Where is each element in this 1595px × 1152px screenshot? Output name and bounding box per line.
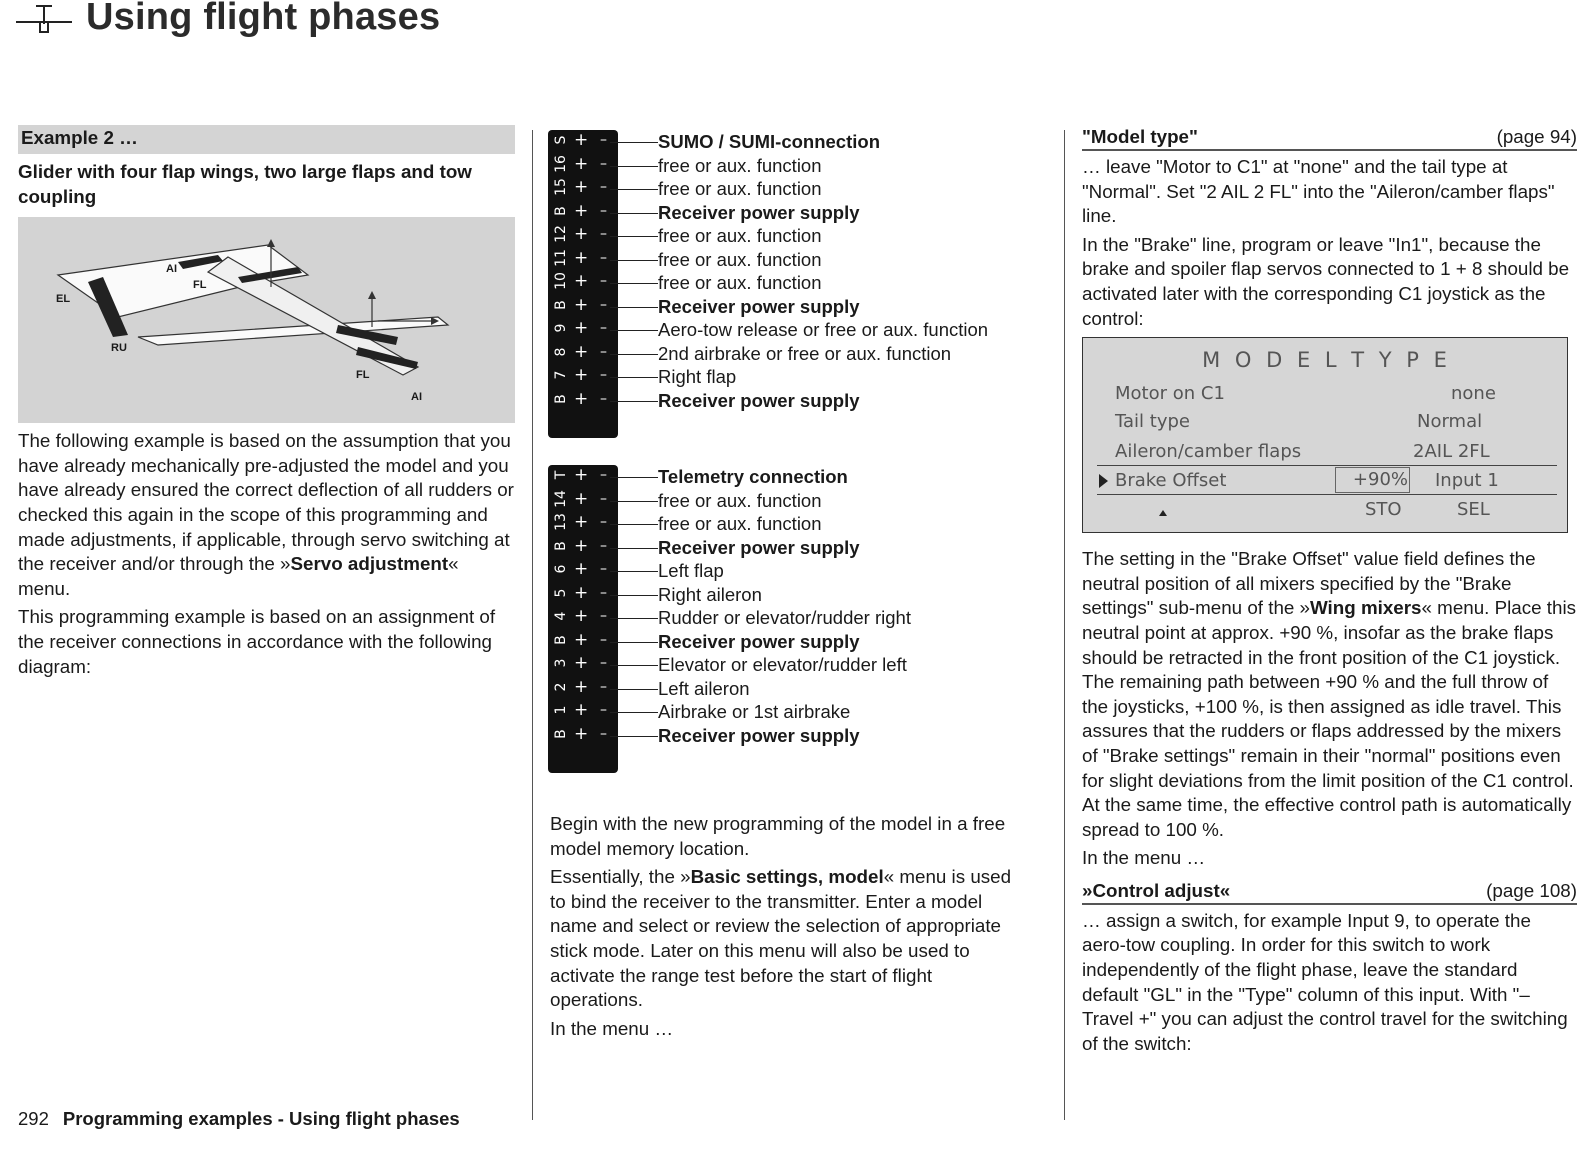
- pin-minus: –: [600, 390, 607, 407]
- lcd-row-aileron: Aileron/camber flaps: [1115, 441, 1302, 463]
- connector-label: free or aux. function: [658, 248, 822, 270]
- connector-label: free or aux. function: [658, 272, 822, 293]
- connector-pin: [548, 678, 618, 700]
- pin-minus: –: [600, 202, 607, 219]
- right-column: [1082, 125, 1577, 1060]
- pin-plus: +: [574, 512, 589, 532]
- leader-line: [610, 283, 658, 284]
- connector-pin: [548, 390, 618, 412]
- paragraph: In the menu …: [550, 1017, 674, 1039]
- leader-line: [610, 260, 658, 261]
- leader-line: [610, 307, 658, 308]
- pin-number: B: [553, 393, 569, 404]
- pin-minus: –: [600, 608, 607, 624]
- pin-plus: +: [574, 130, 589, 150]
- pin-number: 11: [553, 248, 569, 267]
- pin-minus: –: [600, 249, 607, 266]
- connector-pin: [548, 202, 618, 224]
- paragraph: Begin with the new programming of the model in a free model memory location.: [550, 813, 1006, 859]
- figure-label-ai: AI: [166, 263, 177, 276]
- pin-plus: +: [574, 200, 589, 221]
- connector-label: Receiver power supply: [658, 295, 860, 317]
- connector-pin: [548, 466, 618, 488]
- connector-label: free or aux. function: [658, 489, 822, 511]
- connector-pin: [548, 560, 618, 582]
- paragraph: This programming example is based on an assignment of the receiver connections in accordance with the following diagram:: [18, 606, 496, 677]
- pin-minus: –: [600, 467, 607, 483]
- leader-line: [610, 477, 658, 478]
- pin-minus: –: [600, 678, 607, 695]
- connector-label: free or aux. function: [658, 154, 822, 176]
- connector-label: Receiver power supply: [658, 536, 860, 558]
- pin-plus: +: [574, 318, 589, 338]
- pin-plus: +: [574, 465, 589, 485]
- pin-plus: +: [574, 177, 589, 197]
- pin-plus: +: [574, 653, 589, 673]
- leader-line: [610, 401, 658, 402]
- leader-line: [610, 665, 658, 666]
- pin-plus: +: [574, 294, 589, 315]
- leader-line: [610, 354, 658, 355]
- connector-pin: [548, 296, 618, 318]
- column-divider: [532, 130, 533, 1120]
- connector-label: Receiver power supply: [658, 724, 860, 746]
- connector-pin: [548, 513, 618, 535]
- row-pointer-icon: [1099, 474, 1108, 488]
- lcd-row-tail-type: Tail type: [1115, 411, 1190, 433]
- lcd-value-motor: none: [1451, 383, 1496, 405]
- pin-minus: –: [600, 561, 607, 577]
- leader-line: [610, 236, 658, 237]
- lcd-value-brake-input[interactable]: Input 1: [1435, 470, 1499, 492]
- figure-label-fl: FL: [193, 279, 207, 292]
- connector-pin: [548, 249, 618, 271]
- glider-illustration: [18, 217, 515, 423]
- pin-minus: –: [600, 537, 607, 554]
- paragraph: The following example is based on the assumption that you have already mechanically pre-adjusted the model and you have already ensured the correct deflection of all rudders or checked this again in the scope of this programming and made adjustments, if applicable, through servo switching at the receiver and/or through the »Servo adjustment« menu.: [18, 430, 514, 599]
- pin-plus: +: [574, 559, 589, 579]
- pin-number: 10: [553, 272, 569, 290]
- column-divider: [1064, 130, 1065, 1120]
- paragraph: … leave "Motor to C1" at "none" and the tail type at "Normal". Set "2 AIL 2 FL" into the "Aileron/camber flaps" line.: [1082, 156, 1555, 227]
- leader-line: [610, 736, 658, 737]
- connector-label: free or aux. function: [658, 225, 822, 246]
- pin-plus: +: [574, 153, 589, 174]
- pin-minus: –: [600, 155, 607, 172]
- connector-label: Aero-tow release or free or aux. function: [658, 319, 989, 340]
- connector-label: free or aux. function: [658, 178, 822, 199]
- pin-minus: –: [600, 725, 607, 742]
- connector-label: Right flap: [658, 366, 737, 387]
- pin-minus: –: [600, 514, 607, 530]
- lcd-divider: [1097, 494, 1557, 495]
- connector-pin: [548, 631, 618, 653]
- pin-minus: –: [600, 273, 607, 289]
- pin-minus: –: [600, 655, 607, 671]
- pin-number: T: [553, 470, 569, 480]
- connector-pin: [548, 490, 618, 512]
- pin-number: B: [553, 540, 569, 551]
- figure-label-fl: FL: [356, 369, 370, 382]
- leader-line: [610, 712, 658, 713]
- pin-number: 12: [553, 225, 569, 243]
- pin-plus: +: [574, 488, 589, 509]
- page-footer: [18, 1108, 460, 1130]
- pin-number: 4: [553, 611, 569, 621]
- pin-number: 3: [553, 658, 569, 668]
- connector-pin: [548, 131, 618, 153]
- page-number: 292: [18, 1108, 49, 1129]
- pin-number: S: [553, 135, 569, 145]
- pin-plus: +: [574, 582, 589, 603]
- connector-pin: [548, 607, 618, 629]
- connector-pin: [548, 584, 618, 606]
- lcd-row-brake: Brake Offset: [1115, 470, 1227, 492]
- connector-pin: [548, 319, 618, 341]
- pin-plus: +: [574, 700, 589, 720]
- figure-label-ai: AI: [411, 391, 422, 404]
- sto-softkey[interactable]: STO: [1365, 499, 1402, 521]
- leader-line: [610, 524, 658, 525]
- connector-pin: [548, 701, 618, 723]
- pin-plus: +: [574, 676, 589, 697]
- pin-plus: +: [574, 224, 589, 244]
- leader-line: [610, 501, 658, 502]
- leader-line: [610, 142, 658, 143]
- pin-minus: –: [600, 584, 607, 601]
- footer-text: Programming examples - Using flight phases: [62, 1108, 460, 1129]
- connector-pin: [548, 537, 618, 559]
- lcd-row-motor: Motor on C1: [1115, 383, 1225, 405]
- pin-plus: +: [574, 341, 589, 362]
- lcd-title: M O D E L T Y P E: [1202, 348, 1448, 373]
- connector-pin: [548, 225, 618, 247]
- section-heading-control-adjust: »Control adjust« (page 108): [1082, 879, 1577, 905]
- connector-label: SUMO / SUMI-connection: [658, 131, 880, 152]
- pin-minus: –: [600, 702, 607, 718]
- pin-number: B: [553, 728, 569, 739]
- pin-plus: +: [574, 365, 589, 385]
- section-heading-model-type: "Model type" (page 94): [1082, 125, 1577, 151]
- pin-number: B: [553, 634, 569, 645]
- pin-minus: –: [600, 179, 607, 195]
- connector-label: Left flap: [658, 560, 724, 581]
- connector-pin: [548, 272, 618, 294]
- model-type-lcd-screen: [1082, 337, 1568, 533]
- leader-line: [610, 189, 658, 190]
- sel-softkey[interactable]: SEL: [1457, 499, 1490, 521]
- connector-pin: [548, 178, 618, 200]
- middle-column: [550, 812, 1028, 1045]
- pin-plus: +: [574, 629, 589, 650]
- connector-pin: [548, 155, 618, 177]
- pin-minus: –: [600, 320, 607, 336]
- connector-label: Receiver power supply: [658, 630, 860, 652]
- paragraph: In the menu …: [1082, 847, 1206, 869]
- page-header: [0, 0, 800, 50]
- connector-label: Left aileron: [658, 677, 750, 699]
- connector-pin: [548, 654, 618, 676]
- connector-label: free or aux. function: [658, 513, 822, 534]
- paragraph: … assign a switch, for example Input 9, to operate the aero-tow coupling. In order for this switch to work independently of the flight phase, leave the standard default "GL" in the "Type" column of this input. With "– Travel +" you can adjust the control travel for the switching of the switch:: [1082, 909, 1568, 1054]
- pin-number: 5: [553, 588, 569, 597]
- pin-minus: –: [600, 226, 607, 242]
- left-column: [18, 125, 515, 683]
- connector-label: Rudder or elevator/rudder right: [658, 607, 911, 628]
- connector-label: 2nd airbrake or free or aux. function: [658, 342, 952, 364]
- pin-number: 1: [553, 705, 569, 715]
- pin-minus: –: [600, 367, 607, 383]
- glider-figure: [18, 217, 515, 423]
- pin-number: 14: [553, 489, 569, 508]
- pin-number: 16: [553, 154, 569, 173]
- pin-number: 15: [553, 178, 569, 196]
- leader-line: [610, 166, 658, 167]
- aircraft-icon: [16, 2, 72, 36]
- connector-pin: [548, 366, 618, 388]
- pin-minus: –: [600, 343, 607, 360]
- pin-number: 7: [553, 370, 569, 380]
- brake-offset-field[interactable]: +90%: [1335, 467, 1410, 493]
- pin-number: 8: [553, 347, 569, 356]
- pin-plus: +: [574, 535, 589, 556]
- leader-line: [610, 377, 658, 378]
- leader-line: [610, 548, 658, 549]
- pin-number: 6: [553, 564, 569, 574]
- leader-line: [610, 330, 658, 331]
- leader-line: [610, 571, 658, 572]
- connector-label: Right aileron: [658, 583, 762, 605]
- figure-label-ru: RU: [111, 342, 127, 355]
- pin-number: B: [553, 205, 569, 216]
- paragraph: The setting in the "Brake Offset" value field defines the neutral position of all mixers specified by the "Brake settings" sub-menu of the »Wing mixers« menu. Place this neutral point at approx. +90 %, insofar as the brake flaps should be retracted in the front position of the C1 joystick. The remaining path between +90 % and the full throw of the joysticks, +100 %, is then assigned as idle travel. This assures that the rudders or flaps addressed by the mixers of "Brake settings" remain in their "normal" positions even for slight deviations from the limit position of the C1 control. At the same time, the effective control path is automatically spread to 100 %.: [1082, 548, 1577, 840]
- example-label: Example 2 …: [18, 125, 515, 154]
- pin-minus: –: [600, 631, 607, 648]
- pin-plus: +: [574, 271, 589, 291]
- pin-minus: –: [600, 296, 607, 313]
- connector-label: Airbrake or 1st airbrake: [658, 701, 851, 722]
- paragraph: Essentially, the »Basic settings, model« menu is used to bind the receiver to the transmitter. Enter a model name and select or review the selection of appropriate stick mode. Later on this menu will also be used to activate the range test before the start of flight operations.: [550, 866, 1012, 1011]
- connector-label: Receiver power supply: [658, 201, 860, 223]
- leader-line: [610, 595, 658, 596]
- scroll-up-icon: [1159, 510, 1167, 516]
- page-title: Using flight phases: [86, 0, 441, 38]
- pin-plus: +: [574, 606, 589, 626]
- pin-number: 2: [553, 682, 569, 691]
- pin-minus: –: [600, 132, 607, 148]
- pin-number: 9: [553, 323, 569, 333]
- pin-plus: +: [574, 723, 589, 744]
- figure-label-el: EL: [56, 293, 71, 306]
- connector-label: Elevator or elevator/rudder left: [658, 654, 907, 675]
- pin-number: B: [553, 299, 569, 310]
- pin-minus: –: [600, 490, 607, 507]
- connector-pin: [548, 725, 618, 747]
- pin-number: 13: [553, 513, 569, 531]
- lcd-value-tail-type: Normal: [1417, 411, 1483, 433]
- lcd-value-aileron: 2AIL 2FL: [1413, 441, 1490, 463]
- connector-label: Telemetry connection: [658, 466, 848, 487]
- leader-line: [610, 213, 658, 214]
- pin-plus: +: [574, 247, 589, 268]
- paragraph: In the "Brake" line, program or leave "In1", because the brake and spoiler flap servos connected to 1 + 8 should be activated later with the corresponding C1 joystick as the control:: [1082, 233, 1570, 329]
- lcd-divider: [1097, 465, 1557, 466]
- connector-pin: [548, 343, 618, 365]
- pin-plus: +: [574, 388, 589, 409]
- leader-line: [610, 618, 658, 619]
- leader-line: [610, 642, 658, 643]
- leader-line: [610, 689, 658, 690]
- example-subtitle: Glider with four flap wings, two large flaps and tow coupling: [18, 161, 472, 207]
- connector-label: Receiver power supply: [658, 389, 860, 411]
